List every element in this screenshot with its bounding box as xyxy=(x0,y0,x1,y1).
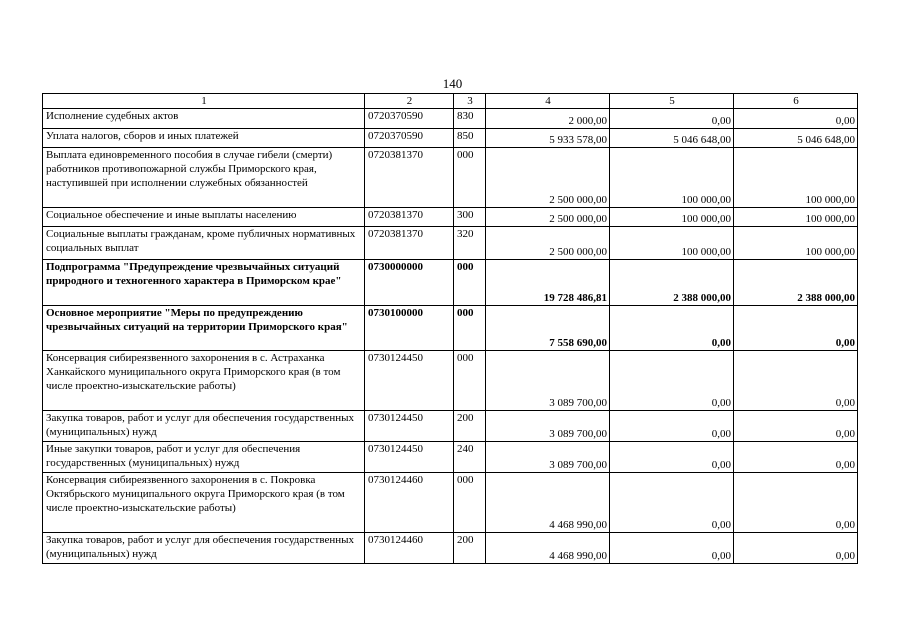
table-row xyxy=(43,411,858,442)
row-value-col4: 3 089 700,00 xyxy=(486,442,610,473)
row-value-col4: 3 089 700,00 xyxy=(486,411,610,442)
header-cell: 3 xyxy=(454,94,486,109)
row-value-col4: 2 500 000,00 xyxy=(486,208,610,227)
header-cell: 6 xyxy=(734,94,858,109)
row-code: 0720370590 xyxy=(365,109,454,129)
row-name: Социальные выплаты гражданам, кроме публичных нормативных социальных выплат xyxy=(43,227,365,260)
row-code: 0730100000 xyxy=(365,306,454,351)
row-value-col5: 0,00 xyxy=(610,109,734,129)
table-row xyxy=(43,533,858,564)
row-type: 000 xyxy=(454,260,486,306)
row-name: Исполнение судебных актов xyxy=(43,109,365,129)
table-row xyxy=(43,351,858,411)
row-code: 0720381370 xyxy=(365,227,454,260)
row-name: Социальное обеспечение и иные выплаты населению xyxy=(43,208,365,227)
row-value-col5: 0,00 xyxy=(610,442,734,473)
row-name: Подпрограмма "Предупреждение чрезвычайных ситуаций природного и техногенного характера в Приморском крае" xyxy=(43,260,365,306)
table-row xyxy=(43,148,858,208)
row-value-col5: 0,00 xyxy=(610,473,734,533)
row-name: Основное мероприятие "Меры по предупреждению чрезвычайных ситуаций на территории Приморского края" xyxy=(43,306,365,351)
row-value-col5: 2 388 000,00 xyxy=(610,260,734,306)
row-code: 0730124450 xyxy=(365,351,454,411)
row-code: 0730124450 xyxy=(365,411,454,442)
row-name: Закупка товаров, работ и услуг для обеспечения государственных (муниципальных) нужд xyxy=(43,533,365,564)
table-row xyxy=(43,109,858,129)
row-code: 0730124460 xyxy=(365,533,454,564)
header-cell: 5 xyxy=(610,94,734,109)
row-value-col5: 0,00 xyxy=(610,306,734,351)
row-code: 0730124460 xyxy=(365,473,454,533)
row-name: Уплата налогов, сборов и иных платежей xyxy=(43,129,365,148)
row-value-col4: 5 933 578,00 xyxy=(486,129,610,148)
row-code: 0730124450 xyxy=(365,442,454,473)
row-name: Выплата единовременного пособия в случае гибели (смерти) работников противопожарной службы Приморского края, наступившей при исполнении служебных обязанностей xyxy=(43,148,365,208)
row-type: 300 xyxy=(454,208,486,227)
header-cell: 1 xyxy=(43,94,365,109)
row-type: 000 xyxy=(454,148,486,208)
row-type: 830 xyxy=(454,109,486,129)
header-cell: 2 xyxy=(365,94,454,109)
row-type: 240 xyxy=(454,442,486,473)
row-value-col4: 2 500 000,00 xyxy=(486,227,610,260)
row-value-col4: 19 728 486,81 xyxy=(486,260,610,306)
row-name: Иные закупки товаров, работ и услуг для обеспечения государственных (муниципальных) нужд xyxy=(43,442,365,473)
row-value-col6: 0,00 xyxy=(734,109,858,129)
row-value-col6: 0,00 xyxy=(734,306,858,351)
row-code: 0720381370 xyxy=(365,148,454,208)
row-value-col6: 2 388 000,00 xyxy=(734,260,858,306)
row-value-col5: 0,00 xyxy=(610,351,734,411)
row-value-col6: 0,00 xyxy=(734,411,858,442)
row-value-col5: 0,00 xyxy=(610,533,734,564)
row-value-col4: 7 558 690,00 xyxy=(486,306,610,351)
row-value-col6: 0,00 xyxy=(734,442,858,473)
header-row xyxy=(43,94,858,109)
table-row xyxy=(43,227,858,260)
row-value-col6: 100 000,00 xyxy=(734,208,858,227)
table-row xyxy=(43,260,858,306)
row-value-col5: 100 000,00 xyxy=(610,148,734,208)
table-row xyxy=(43,442,858,473)
row-value-col5: 0,00 xyxy=(610,411,734,442)
row-type: 200 xyxy=(454,533,486,564)
table-row xyxy=(43,208,858,227)
row-value-col6: 100 000,00 xyxy=(734,148,858,208)
table-row xyxy=(43,129,858,148)
row-value-col6: 0,00 xyxy=(734,351,858,411)
row-value-col5: 100 000,00 xyxy=(610,227,734,260)
row-name: Консервация сибиреязвенного захоронения в с. Покровка Октябрьского муниципального округа Приморского края (в том числе проектно-изыскательские работы) xyxy=(43,473,365,533)
row-code: 0730000000 xyxy=(365,260,454,306)
row-value-col6: 0,00 xyxy=(734,533,858,564)
row-value-col5: 5 046 648,00 xyxy=(610,129,734,148)
row-name: Консервация сибиреязвенного захоронения в с. Астраханка Ханкайского муниципального округа Приморского края (в том числе проектно-изыскательские работы) xyxy=(43,351,365,411)
row-value-col5: 100 000,00 xyxy=(610,208,734,227)
row-value-col4: 4 468 990,00 xyxy=(486,533,610,564)
row-value-col6: 100 000,00 xyxy=(734,227,858,260)
header-cell: 4 xyxy=(486,94,610,109)
row-type: 200 xyxy=(454,411,486,442)
row-name: Закупка товаров, работ и услуг для обеспечения государственных (муниципальных) нужд xyxy=(43,411,365,442)
row-value-col4: 4 468 990,00 xyxy=(486,473,610,533)
row-value-col4: 3 089 700,00 xyxy=(486,351,610,411)
row-value-col4: 2 000,00 xyxy=(486,109,610,129)
row-value-col6: 0,00 xyxy=(734,473,858,533)
row-type: 320 xyxy=(454,227,486,260)
table-row xyxy=(43,306,858,351)
row-type: 850 xyxy=(454,129,486,148)
row-type: 000 xyxy=(454,351,486,411)
budget-table xyxy=(42,93,858,564)
row-code: 0720381370 xyxy=(365,208,454,227)
row-value-col6: 5 046 648,00 xyxy=(734,129,858,148)
page-number: 140 xyxy=(442,76,463,91)
row-type: 000 xyxy=(454,473,486,533)
row-value-col4: 2 500 000,00 xyxy=(486,148,610,208)
row-type: 000 xyxy=(454,306,486,351)
row-code: 0720370590 xyxy=(365,129,454,148)
table-row xyxy=(43,473,858,533)
